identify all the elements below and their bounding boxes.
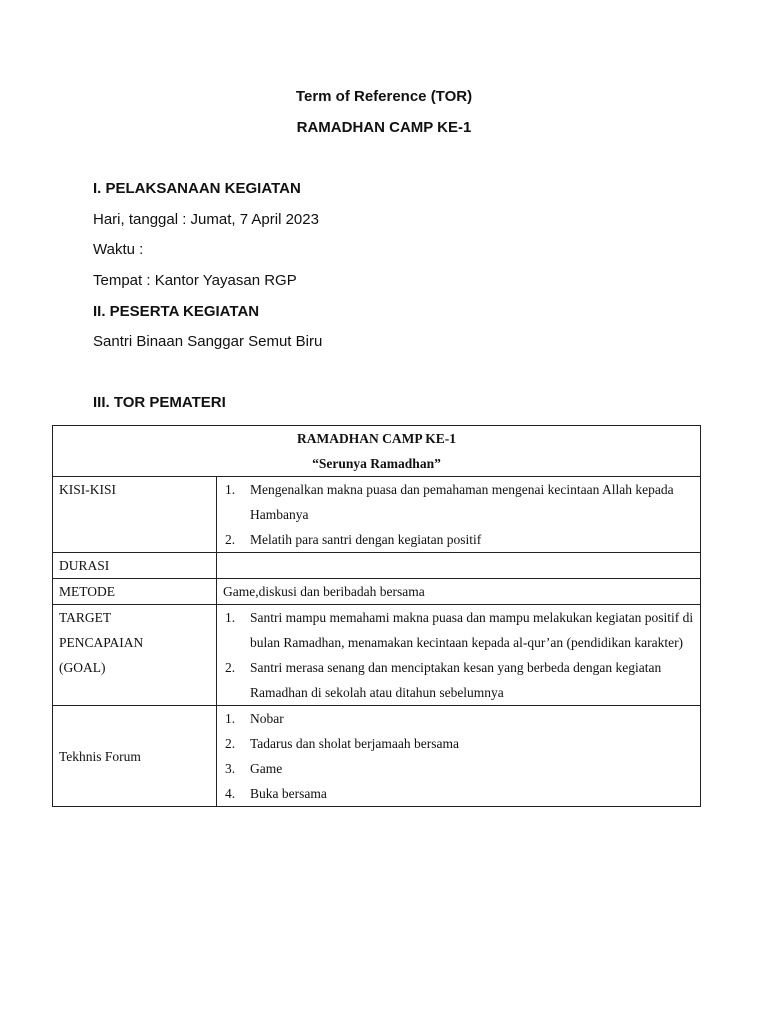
section-heading-peserta: II. PESERTA KEGIATAN <box>93 303 260 320</box>
list-number: 2. <box>225 736 236 751</box>
section-heading-tor-pemateri: III. TOR PEMATERI <box>93 394 226 411</box>
metode-label: METODE <box>53 579 217 605</box>
target-list <box>223 605 694 705</box>
list-item <box>223 781 694 806</box>
table-header-cell <box>53 426 701 477</box>
list-text: Tadarus dan sholat berjamaah bersama <box>250 736 459 751</box>
list-item <box>223 527 694 552</box>
list-item <box>223 756 694 781</box>
target-label-line: (GOAL) <box>59 660 106 675</box>
document-subtitle: RAMADHAN CAMP KE-1 <box>296 119 472 136</box>
table-row-metode <box>53 579 701 605</box>
section-heading-pelaksanaan: I. PELAKSANAAN KEGIATAN <box>93 180 301 197</box>
list-item <box>223 706 694 731</box>
target-label-line: PENCAPAIAN <box>59 635 144 650</box>
list-text: Buka bersama <box>250 786 327 801</box>
table-row-durasi <box>53 553 701 579</box>
list-text: Nobar <box>250 711 284 726</box>
document-title: Term of Reference (TOR) <box>295 88 473 105</box>
table-theme: “Serunya Ramadhan” <box>312 456 441 471</box>
list-number: 4. <box>225 786 236 801</box>
peserta-line: Santri Binaan Sanggar Semut Biru <box>93 333 323 350</box>
hari-tanggal-line: Hari, tanggal : Jumat, 7 April 2023 <box>93 211 319 228</box>
list-text: Mengenalkan makna puasa dan pemahaman mengenai kecintaan Allah kepada Hambanya <box>250 482 674 522</box>
list-number: 1. <box>225 711 236 726</box>
list-item <box>223 605 694 655</box>
table-header-row <box>53 426 701 477</box>
metode-value: Game,diskusi dan beribadah bersama <box>217 579 701 605</box>
list-number: 1. <box>225 610 236 625</box>
table-row-kisi <box>53 477 701 553</box>
waktu-line: Waktu : <box>93 241 144 258</box>
list-text: Game <box>250 761 283 776</box>
target-label-line: TARGET <box>59 610 112 625</box>
list-text: Melatih para santri dengan kegiatan positif <box>250 532 482 547</box>
durasi-value <box>217 553 701 579</box>
durasi-label: DURASI <box>53 553 217 579</box>
list-number: 1. <box>225 482 236 497</box>
kisi-cell <box>217 477 701 553</box>
table-row-teknis <box>53 706 701 807</box>
list-number: 3. <box>225 761 236 776</box>
kisi-list <box>223 477 694 552</box>
list-text: Santri mampu memahami makna puasa dan mampu melakukan kegiatan positif di bulan Ramadhan, menamakan kecintaan kepada al-qur’an (pendidikan karakter) <box>250 610 694 650</box>
table-row-target <box>53 605 701 706</box>
tor-table <box>52 425 701 807</box>
target-label-cell <box>53 605 217 706</box>
kisi-label: KISI-KISI <box>53 477 217 553</box>
tempat-line: Tempat : Kantor Yayasan RGP <box>93 272 297 289</box>
list-number: 2. <box>225 532 236 547</box>
list-number: 2. <box>225 660 236 675</box>
list-text: Santri merasa senang dan menciptakan kesan yang berbeda dengan kegiatan Ramadhan di sekolah atau ditahun sebelumnya <box>250 660 662 700</box>
teknis-list <box>223 706 694 806</box>
list-item <box>223 477 694 527</box>
teknis-label: Tekhnis Forum <box>53 706 217 807</box>
table-title: RAMADHAN CAMP KE-1 <box>297 431 456 446</box>
target-cell <box>217 605 701 706</box>
teknis-cell <box>217 706 701 807</box>
list-item <box>223 655 694 705</box>
list-item <box>223 731 694 756</box>
